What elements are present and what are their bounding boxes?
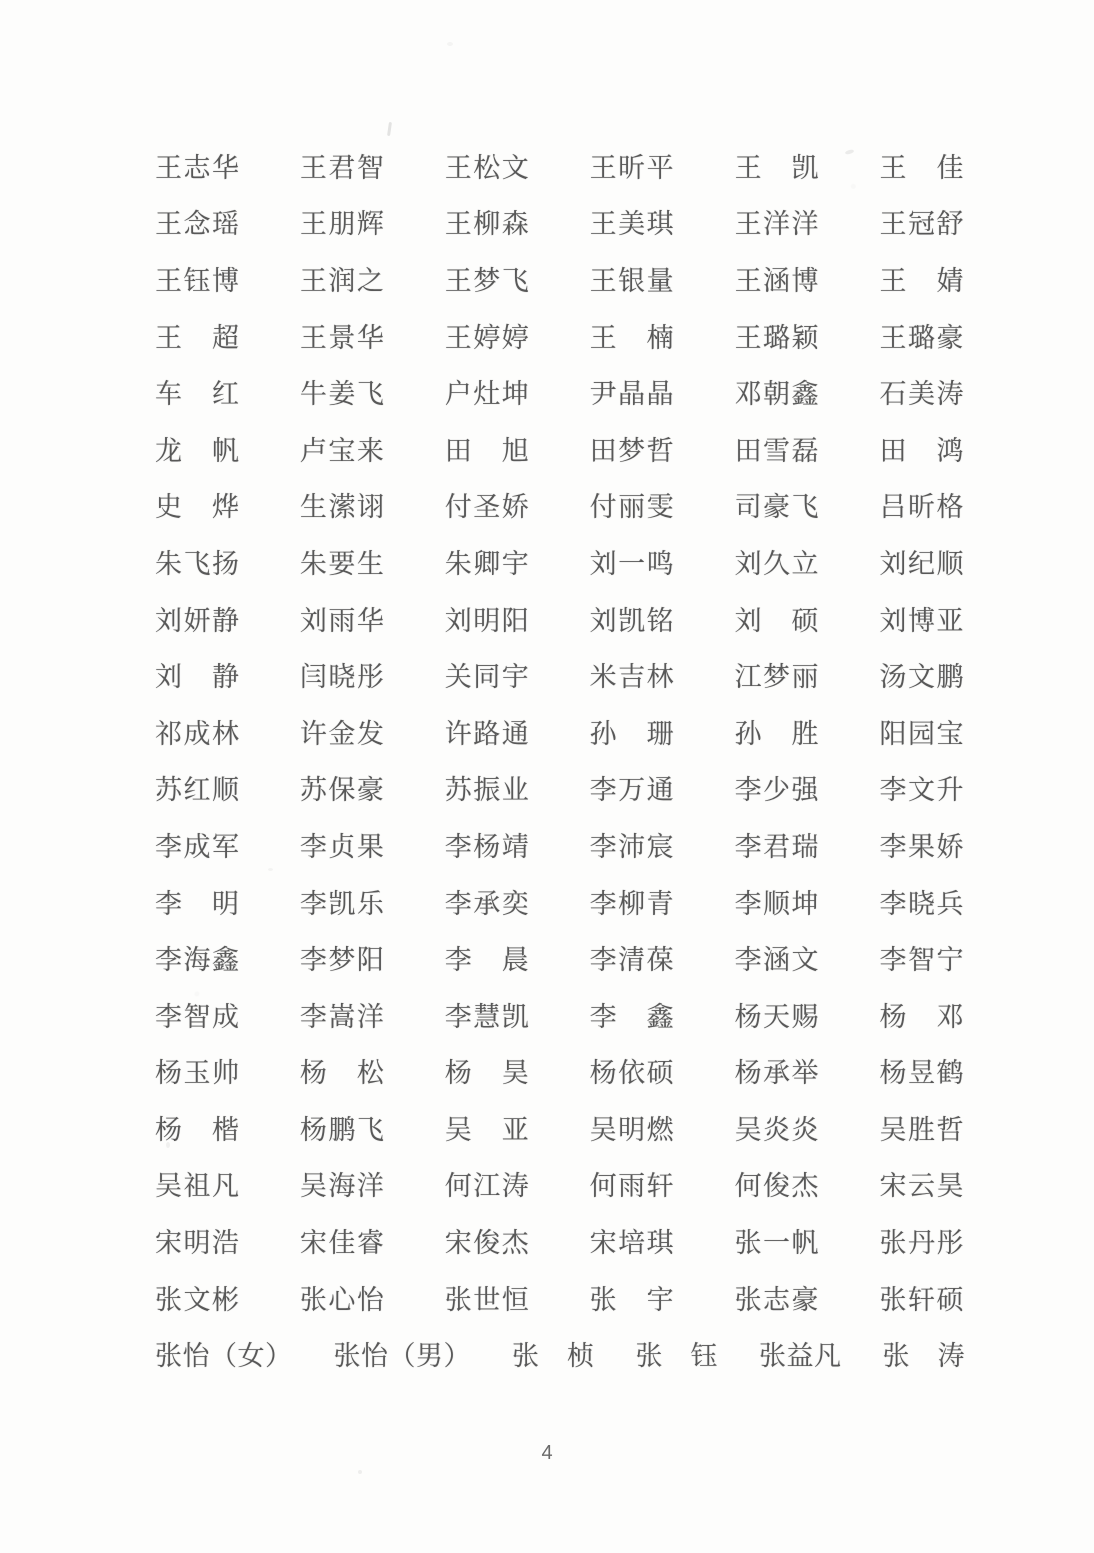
name-cell: 杨 邓 xyxy=(879,1001,965,1032)
roster-row xyxy=(155,1328,965,1385)
name-cell: 杨昱鹤 xyxy=(879,1058,965,1089)
roster-row xyxy=(155,763,965,820)
name-cell: 米吉林 xyxy=(589,662,676,693)
name-cell: 张轩硕 xyxy=(879,1284,965,1315)
name-cell: 王朋辉 xyxy=(299,209,386,240)
roster-row xyxy=(155,989,965,1046)
name-cell: 邓朝鑫 xyxy=(734,379,821,410)
name-cell: 王银量 xyxy=(589,265,676,296)
roster-row xyxy=(155,1102,965,1159)
name-cell: 王婷婷 xyxy=(444,322,531,353)
name-cell: 杨鹏飞 xyxy=(299,1114,386,1145)
name-cell: 李君瑞 xyxy=(734,831,821,862)
name-cell: 王冠舒 xyxy=(879,209,965,240)
name-cell: 李杨靖 xyxy=(444,831,531,862)
name-cell: 李智成 xyxy=(155,1001,241,1032)
name-cell: 卢宝来 xyxy=(299,435,386,466)
name-cell: 张文彬 xyxy=(155,1284,241,1315)
name-cell: 王 婧 xyxy=(879,265,965,296)
name-cell: 吴明燃 xyxy=(589,1114,676,1145)
name-cell: 苏红顺 xyxy=(155,775,241,806)
name-cell: 杨 楷 xyxy=(155,1114,241,1145)
name-cell: 田雪磊 xyxy=(734,435,821,466)
name-cell: 吕昕格 xyxy=(879,492,965,523)
name-cell: 王璐颖 xyxy=(734,322,821,353)
name-cell: 吴祖凡 xyxy=(155,1171,241,1202)
roster xyxy=(155,140,965,1385)
name-cell: 户灶坤 xyxy=(444,379,531,410)
name-cell: 宋云昊 xyxy=(879,1171,965,1202)
name-cell: 张世恒 xyxy=(444,1284,531,1315)
name-cell: 何雨轩 xyxy=(589,1171,676,1202)
page-number: 4 xyxy=(541,1442,553,1464)
name-cell: 付丽雯 xyxy=(589,492,676,523)
name-cell: 田梦哲 xyxy=(589,435,676,466)
name-cell: 王璐豪 xyxy=(879,322,965,353)
name-cell: 苏振业 xyxy=(444,775,531,806)
name-cell: 宋俊杰 xyxy=(444,1228,531,1259)
name-cell: 吴 亚 xyxy=(444,1114,531,1145)
name-cell: 王 楠 xyxy=(589,322,676,353)
name-cell: 刘 硕 xyxy=(734,605,821,636)
name-cell: 王柳森 xyxy=(444,209,531,240)
name-cell: 田 鸿 xyxy=(879,435,965,466)
name-cell: 李柳青 xyxy=(589,888,676,919)
roster-row xyxy=(155,932,965,989)
name-cell: 王梦飞 xyxy=(444,265,531,296)
name-cell: 张 宇 xyxy=(589,1284,676,1315)
name-cell: 生潆诩 xyxy=(299,492,386,523)
name-cell: 王 超 xyxy=(155,322,241,353)
name-cell: 张 涛 xyxy=(882,1341,965,1372)
name-cell: 李果娇 xyxy=(879,831,965,862)
name-cell: 张益凡 xyxy=(759,1341,842,1372)
name-cell: 苏保豪 xyxy=(299,775,386,806)
name-cell: 刘纪顺 xyxy=(879,548,965,579)
roster-row xyxy=(155,1272,965,1329)
name-cell: 张怡（女） xyxy=(155,1341,293,1372)
name-cell: 汤文鹏 xyxy=(879,662,965,693)
name-cell: 李贞果 xyxy=(299,831,386,862)
name-cell: 许金发 xyxy=(299,718,386,749)
name-cell: 刘妍静 xyxy=(155,605,241,636)
name-cell: 孙 珊 xyxy=(589,718,676,749)
name-cell: 李承奕 xyxy=(444,888,531,919)
scan-artifact xyxy=(358,1470,362,1474)
name-cell: 田 旭 xyxy=(444,435,531,466)
name-cell: 李慧凯 xyxy=(444,1001,531,1032)
name-cell: 张 钰 xyxy=(635,1341,718,1372)
name-cell: 吴胜哲 xyxy=(879,1114,965,1145)
name-cell: 李沛宸 xyxy=(589,831,676,862)
name-cell: 张 桢 xyxy=(512,1341,595,1372)
name-cell: 王念瑶 xyxy=(155,209,241,240)
name-cell: 宋培琪 xyxy=(589,1228,676,1259)
name-cell: 宋佳睿 xyxy=(299,1228,386,1259)
roster-row xyxy=(155,876,965,933)
name-cell: 宋明浩 xyxy=(155,1228,241,1259)
name-cell: 李万通 xyxy=(589,775,676,806)
name-cell: 阳园宝 xyxy=(879,718,965,749)
roster-row xyxy=(155,366,965,423)
roster-row xyxy=(155,197,965,254)
name-cell: 杨 松 xyxy=(299,1058,386,1089)
name-cell: 李涵文 xyxy=(734,945,821,976)
name-cell: 杨天赐 xyxy=(734,1001,821,1032)
name-cell: 李 鑫 xyxy=(589,1001,676,1032)
name-cell: 李 晨 xyxy=(444,945,531,976)
name-cell: 王 凯 xyxy=(734,152,821,183)
name-cell: 张一帆 xyxy=(734,1228,821,1259)
name-cell: 何江涛 xyxy=(444,1171,531,1202)
roster-row xyxy=(155,310,965,367)
roster-row xyxy=(155,423,965,480)
name-cell: 牛姜飞 xyxy=(299,379,386,410)
name-cell: 尹晶晶 xyxy=(589,379,676,410)
scan-artifact xyxy=(447,42,453,46)
name-cell: 闫晓彤 xyxy=(299,662,386,693)
name-cell: 李顺坤 xyxy=(734,888,821,919)
name-cell: 许路通 xyxy=(444,718,531,749)
roster-row xyxy=(155,1159,965,1216)
roster-row xyxy=(155,649,965,706)
roster-row xyxy=(155,140,965,197)
scan-artifact xyxy=(268,868,273,871)
name-cell: 杨玉帅 xyxy=(155,1058,241,1089)
roster-row xyxy=(155,480,965,537)
name-cell: 李梦阳 xyxy=(299,945,386,976)
name-cell: 李 明 xyxy=(155,888,241,919)
name-cell: 刘一鸣 xyxy=(589,548,676,579)
name-cell: 张志豪 xyxy=(734,1284,821,1315)
name-cell: 刘凯铭 xyxy=(589,605,676,636)
roster-row xyxy=(155,593,965,650)
name-cell: 张心怡 xyxy=(299,1284,386,1315)
name-cell: 杨 昊 xyxy=(444,1058,531,1089)
name-cell: 刘 静 xyxy=(155,662,241,693)
name-cell: 刘久立 xyxy=(734,548,821,579)
name-cell: 关同宇 xyxy=(444,662,531,693)
name-cell: 李清葆 xyxy=(589,945,676,976)
name-cell: 吴炎炎 xyxy=(734,1114,821,1145)
name-cell: 刘博亚 xyxy=(879,605,965,636)
roster-row xyxy=(155,253,965,310)
name-cell: 史 烨 xyxy=(155,492,241,523)
name-cell: 付圣娇 xyxy=(444,492,531,523)
name-cell: 王涵博 xyxy=(734,265,821,296)
name-cell: 李海鑫 xyxy=(155,945,241,976)
name-cell: 刘明阳 xyxy=(444,605,531,636)
scan-artifact xyxy=(387,122,392,136)
scan-artifact xyxy=(166,1142,170,1148)
name-cell: 王志华 xyxy=(155,152,241,183)
name-cell: 龙 帆 xyxy=(155,435,241,466)
roster-row xyxy=(155,1046,965,1103)
name-cell: 杨依硕 xyxy=(589,1058,676,1089)
name-cell: 张怡（男） xyxy=(333,1341,471,1372)
name-cell: 朱飞扬 xyxy=(155,548,241,579)
roster-row xyxy=(155,1215,965,1272)
name-cell: 孙 胜 xyxy=(734,718,821,749)
name-cell: 王润之 xyxy=(299,265,386,296)
name-cell: 朱卿宇 xyxy=(444,548,531,579)
name-cell: 李晓兵 xyxy=(879,888,965,919)
name-cell: 李嵩洋 xyxy=(299,1001,386,1032)
name-cell: 朱要生 xyxy=(299,548,386,579)
name-cell: 李智宁 xyxy=(879,945,965,976)
name-cell: 刘雨华 xyxy=(299,605,386,636)
name-cell: 王君智 xyxy=(299,152,386,183)
name-cell: 杨承举 xyxy=(734,1058,821,1089)
name-cell: 李少强 xyxy=(734,775,821,806)
name-cell: 李成军 xyxy=(155,831,241,862)
name-cell: 何俊杰 xyxy=(734,1171,821,1202)
roster-row xyxy=(155,536,965,593)
roster-row xyxy=(155,819,965,876)
name-cell: 王美琪 xyxy=(589,209,676,240)
roster-row xyxy=(155,706,965,763)
name-cell: 石美涛 xyxy=(879,379,965,410)
name-cell: 张丹彤 xyxy=(879,1228,965,1259)
name-cell: 江梦丽 xyxy=(734,662,821,693)
name-cell: 司豪飞 xyxy=(734,492,821,523)
name-cell: 王钰博 xyxy=(155,265,241,296)
name-cell: 吴海洋 xyxy=(299,1171,386,1202)
name-cell: 祁成林 xyxy=(155,718,241,749)
name-cell: 李文升 xyxy=(879,775,965,806)
name-cell: 王景华 xyxy=(299,322,386,353)
name-cell: 王昕平 xyxy=(589,152,676,183)
name-cell: 王松文 xyxy=(444,152,531,183)
name-cell: 王洋洋 xyxy=(734,209,821,240)
name-cell: 车 红 xyxy=(155,379,241,410)
name-cell: 王 佳 xyxy=(879,152,965,183)
name-cell: 李凯乐 xyxy=(299,888,386,919)
